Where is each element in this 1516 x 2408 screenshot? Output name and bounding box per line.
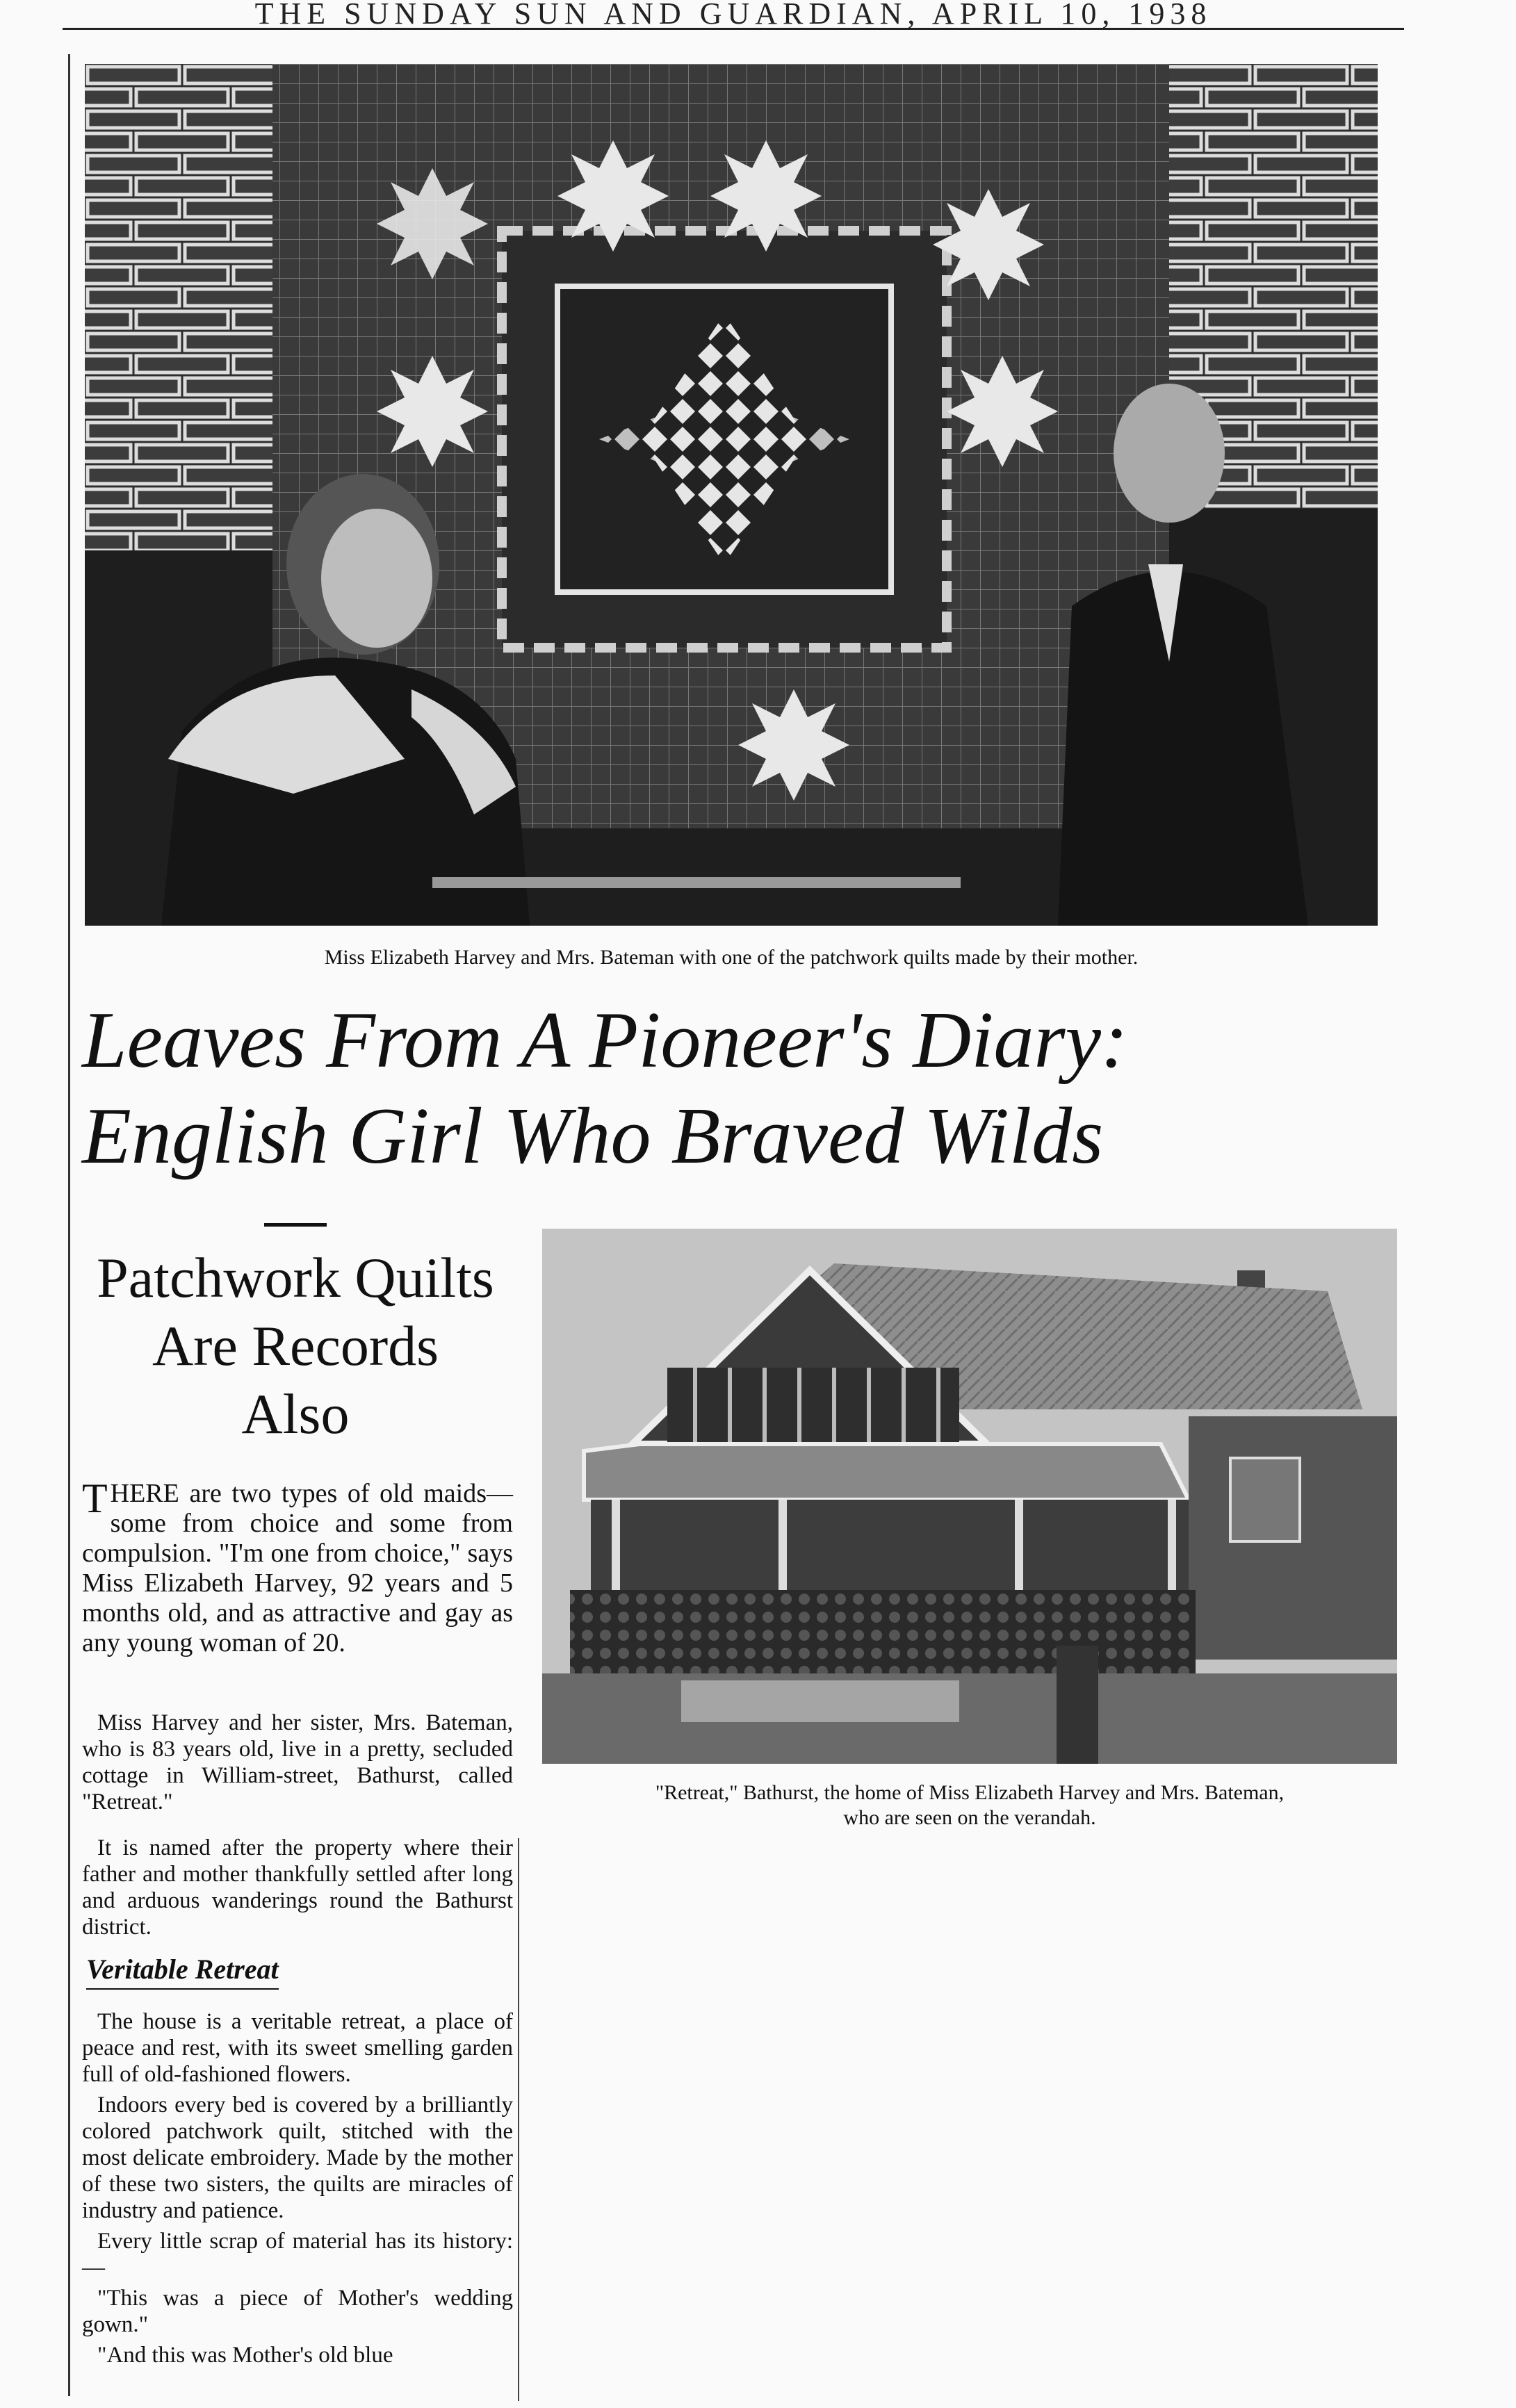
paragraph-2: Miss Harvey and her sister, Mrs. Bateman, who is 83 years old, live in a pretty, secluded cottage in William-street, Bathurst, called "Retreat.": [82, 1710, 513, 1815]
lead-paragraph: HERE are two types of old maids—some from choice and some from compulsion. "I'm one from choice," says Miss Elizabeth Harvey, 92 years and 5 months old, and as attractive and gay as any young woman of 20.: [82, 1479, 513, 1657]
headline-line-1: Leaves From A Pioneer's Diary:: [82, 996, 1128, 1085]
subheadline: [70, 1244, 521, 1448]
drop-cap: T: [82, 1475, 108, 1521]
left-column-rule: [68, 54, 70, 2396]
article-lead: [82, 1475, 513, 1662]
paragraph-6: Every little scrap of material has its history:—: [82, 2229, 513, 2280]
masthead: THE SUNDAY SUN AND GUARDIAN, APRIL 10, 1938: [63, 0, 1404, 30]
paragraph-4: The house is a veritable retreat, a place of peace and rest, with its sweet smelling garden full of old-fashioned flowers.: [82, 2009, 513, 2087]
quilt-photo-caption: Miss Elizabeth Harvey and Mrs. Bateman with one of the patchwork quilts made by their mother.: [324, 946, 1139, 969]
house-photo-illustration: [542, 1229, 1397, 1764]
paragraph-7: "This was a piece of Mother's wedding gown.": [82, 2286, 513, 2337]
column-rule: [518, 1838, 519, 2401]
house-caption-line-1: "Retreat," Bathurst, the home of Miss Elizabeth Harvey and Mrs. Bateman,: [655, 1781, 1285, 1804]
house-caption-line-2: who are seen on the verandah.: [843, 1806, 1096, 1829]
quilt-photograph: [85, 64, 1378, 926]
headline-divider: [264, 1223, 327, 1227]
article-body-1: [82, 1710, 513, 1819]
house-photo-caption: [542, 1780, 1397, 1830]
paragraph-3: It is named after the property where their father and mother thankfully settled after long and arduous wanderings round the Bathurst district.: [82, 1835, 513, 1940]
subheadline-line-2: Are Records: [152, 1314, 439, 1377]
house-photograph: [542, 1229, 1397, 1764]
paragraph-5: Indoors every bed is covered by a brilliantly colored patchwork quilt, stitched with the most delicate embroidery. Made by the mother of these two sisters, the quilts are miracles of industry and patience.: [82, 2092, 513, 2223]
headline-line-2: English Girl Who Braved Wilds: [82, 1092, 1104, 1181]
article-body-2: [82, 1835, 513, 1944]
subheadline-line-1: Patchwork Quilts: [97, 1246, 494, 1309]
subheadline-line-3: Also: [241, 1382, 350, 1445]
article-body-3: [82, 2008, 513, 2373]
headline: [82, 992, 1403, 1184]
crosshead: Veritable Retreat: [86, 1953, 279, 1990]
paragraph-8: "And this was Mother's old blue: [97, 2343, 393, 2368]
quilt-photo-illustration: [85, 64, 1378, 926]
